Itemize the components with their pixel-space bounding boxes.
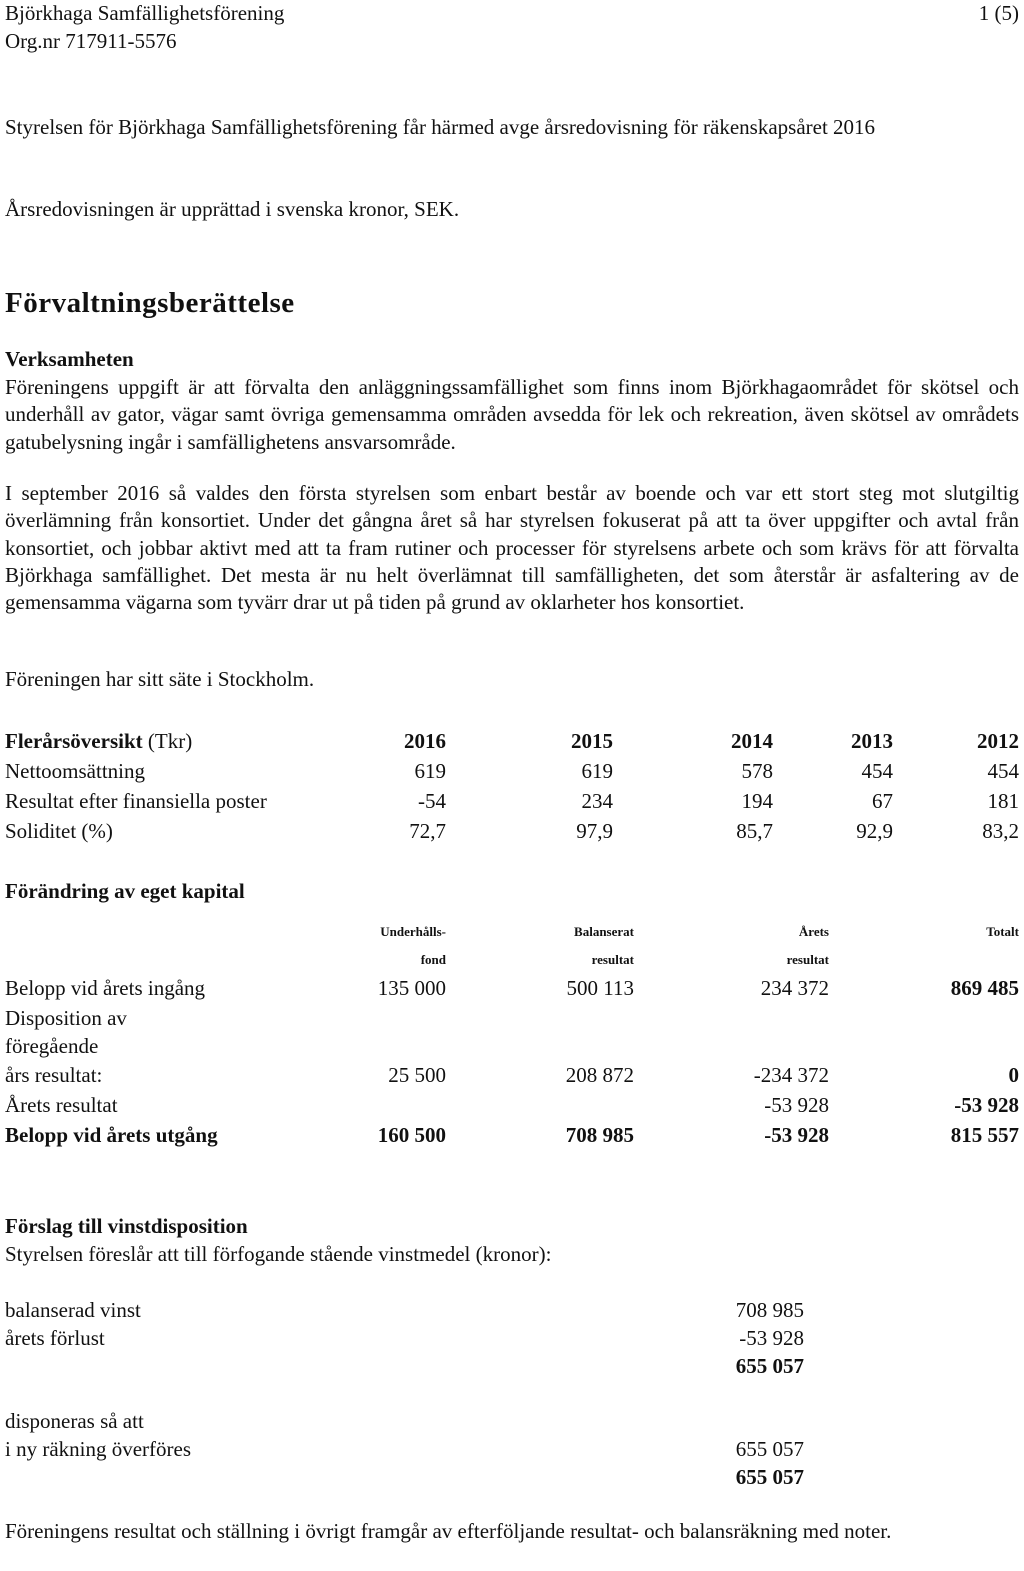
item-value: -53 928 xyxy=(739,1326,804,1350)
table-row xyxy=(5,1092,1019,1120)
table-cell: 83,2 xyxy=(982,819,1019,843)
table-cell: 67 xyxy=(872,789,893,813)
multiyear-heading: Flerårsöversikt xyxy=(5,729,143,753)
seat-paragraph: Föreningen har sitt säte i Stockholm. xyxy=(5,667,315,691)
item-value: 708 985 xyxy=(735,1298,804,1322)
verksamheten-heading: Verksamheten xyxy=(5,347,134,371)
year-2015: 2015 xyxy=(571,729,613,753)
table-cell: 208 872 xyxy=(565,1063,634,1087)
table-row xyxy=(5,818,1019,846)
row-label: Belopp vid årets ingång xyxy=(5,976,206,1000)
table-cell: -54 xyxy=(418,789,446,813)
item-label: i ny räkning överföres xyxy=(5,1437,192,1461)
org-number: Org.nr 717911-5576 xyxy=(5,29,177,53)
table-cell: 869 485 xyxy=(950,976,1019,1000)
col-header: fond xyxy=(420,952,446,967)
table-cell: 619 xyxy=(581,759,613,783)
row-label: Nettoomsättning xyxy=(5,759,145,783)
table-cell: -53 928 xyxy=(954,1093,1019,1117)
multiyear-header-row xyxy=(5,728,1019,756)
col-header: resultat xyxy=(786,952,829,967)
col-header: Totalt xyxy=(986,924,1019,939)
row-label: års resultat: xyxy=(5,1063,103,1087)
disposition-sum: 655 057 xyxy=(735,1354,804,1378)
table-cell: 234 xyxy=(581,789,613,813)
dispose-label: disponeras så att xyxy=(5,1409,144,1433)
table-cell: 97,9 xyxy=(576,819,613,843)
table-cell: 181 xyxy=(987,789,1019,813)
year-2016: 2016 xyxy=(404,729,446,753)
table-row xyxy=(5,975,1019,1003)
page-number: 1 (5) xyxy=(978,1,1019,25)
table-cell: -53 928 xyxy=(764,1093,829,1117)
board-paragraph: I september 2016 så valdes den första styrelsen som enbart består av boende och var ett stort steg mot slutgiltig överlämning från konsortiet. Under det gångna året så har styrelsen fokuserat på att ta över uppgifter och avtal från konsortiet, och jobbar aktivt med att ta fram rutiner och processer för styrelsens arbete och som krävs för att förvalta Björkhaga samfällighet. Det mesta är nu helt överlämnat till samfälligheten, det som återstår är asfaltering av de gemensamma vägarna som tyvärr drar ut på tiden på grund av oklarheter hos konsortiet. xyxy=(5,481,1019,615)
table-cell: 0 xyxy=(1008,1063,1019,1087)
table-cell: 500 113 xyxy=(566,976,634,1000)
table-row xyxy=(5,1122,1019,1150)
equity-heading: Förändring av eget kapital xyxy=(5,879,245,903)
col-header: Årets xyxy=(798,924,829,939)
table-cell: -53 928 xyxy=(764,1123,829,1147)
table-cell: 25 500 xyxy=(388,1063,446,1087)
table-cell: 135 000 xyxy=(377,976,446,1000)
year-2012: 2012 xyxy=(977,729,1019,753)
year-2013: 2013 xyxy=(851,729,893,753)
col-header: resultat xyxy=(591,952,634,967)
table-cell: 194 xyxy=(741,789,773,813)
table-cell: 578 xyxy=(741,759,773,783)
row-label: föregående xyxy=(5,1034,99,1058)
list-item xyxy=(5,1436,1019,1464)
table-cell: -234 372 xyxy=(753,1063,829,1087)
row-label: Soliditet (%) xyxy=(5,819,113,843)
intro-statement: Styrelsen för Björkhaga Samfällighetsförening får härmed avge årsredovisning för räkenskapsåret 2016 xyxy=(5,115,876,139)
table-cell: 92,9 xyxy=(856,819,893,843)
table-cell: 454 xyxy=(987,759,1019,783)
table-cell: 454 xyxy=(861,759,893,783)
verksamheten-paragraph: Föreningens uppgift är att förvalta den anläggningssamfällighet som finns inom Björkhagaområdet för skötsel och underhåll av gator, vägar samt övriga gemensamma områden avsedda för lek och rekreation, även skötsel av områdets gatubelysning ingår i samfällighetens ansvarsområde. xyxy=(5,375,1019,454)
col-header: Underhålls- xyxy=(380,924,446,939)
disposition-sum-row xyxy=(5,1353,1019,1381)
list-item xyxy=(5,1325,1019,1353)
table-cell: 815 557 xyxy=(950,1123,1019,1147)
report-title: Förvaltningsberättelse xyxy=(5,287,295,319)
row-label: Disposition av xyxy=(5,1006,127,1030)
table-row xyxy=(5,1062,1019,1090)
table-cell: 72,7 xyxy=(409,819,446,843)
col-header: Balanserat xyxy=(574,924,634,939)
table-row xyxy=(5,758,1019,786)
table-cell: 708 985 xyxy=(565,1123,634,1147)
row-label: Resultat efter finansiella poster xyxy=(5,789,267,813)
currency-statement: Årsredovisningen är upprättad i svenska kronor, SEK. xyxy=(5,197,460,221)
dispose-sum-row xyxy=(5,1464,1019,1492)
table-cell: 619 xyxy=(414,759,446,783)
table-cell: 160 500 xyxy=(377,1123,446,1147)
row-label: Belopp vid årets utgång xyxy=(5,1123,218,1147)
year-2014: 2014 xyxy=(731,729,773,753)
table-cell: 85,7 xyxy=(736,819,773,843)
multiyear-unit: (Tkr) xyxy=(142,729,193,753)
footer-note: Föreningens resultat och ställning i övrigt framgår av efterföljande resultat- och balansräkning med noter. xyxy=(5,1519,892,1543)
item-label: årets förlust xyxy=(5,1326,105,1350)
table-row xyxy=(5,788,1019,816)
dispose-sum: 655 057 xyxy=(735,1465,804,1489)
disposition-intro: Styrelsen föreslår att till förfogande stående vinstmedel (kronor): xyxy=(5,1242,552,1266)
table-cell: 234 372 xyxy=(760,976,829,1000)
annual-report-page xyxy=(5,0,1019,1571)
item-value: 655 057 xyxy=(735,1437,804,1461)
equity-header-row-1 xyxy=(5,924,1019,952)
list-item xyxy=(5,1297,1019,1325)
disposition-heading: Förslag till vinstdisposition xyxy=(5,1214,248,1238)
org-name: Björkhaga Samfällighetsförening xyxy=(5,1,285,25)
item-label: balanserad vinst xyxy=(5,1298,141,1322)
row-label: Årets resultat xyxy=(5,1093,118,1117)
